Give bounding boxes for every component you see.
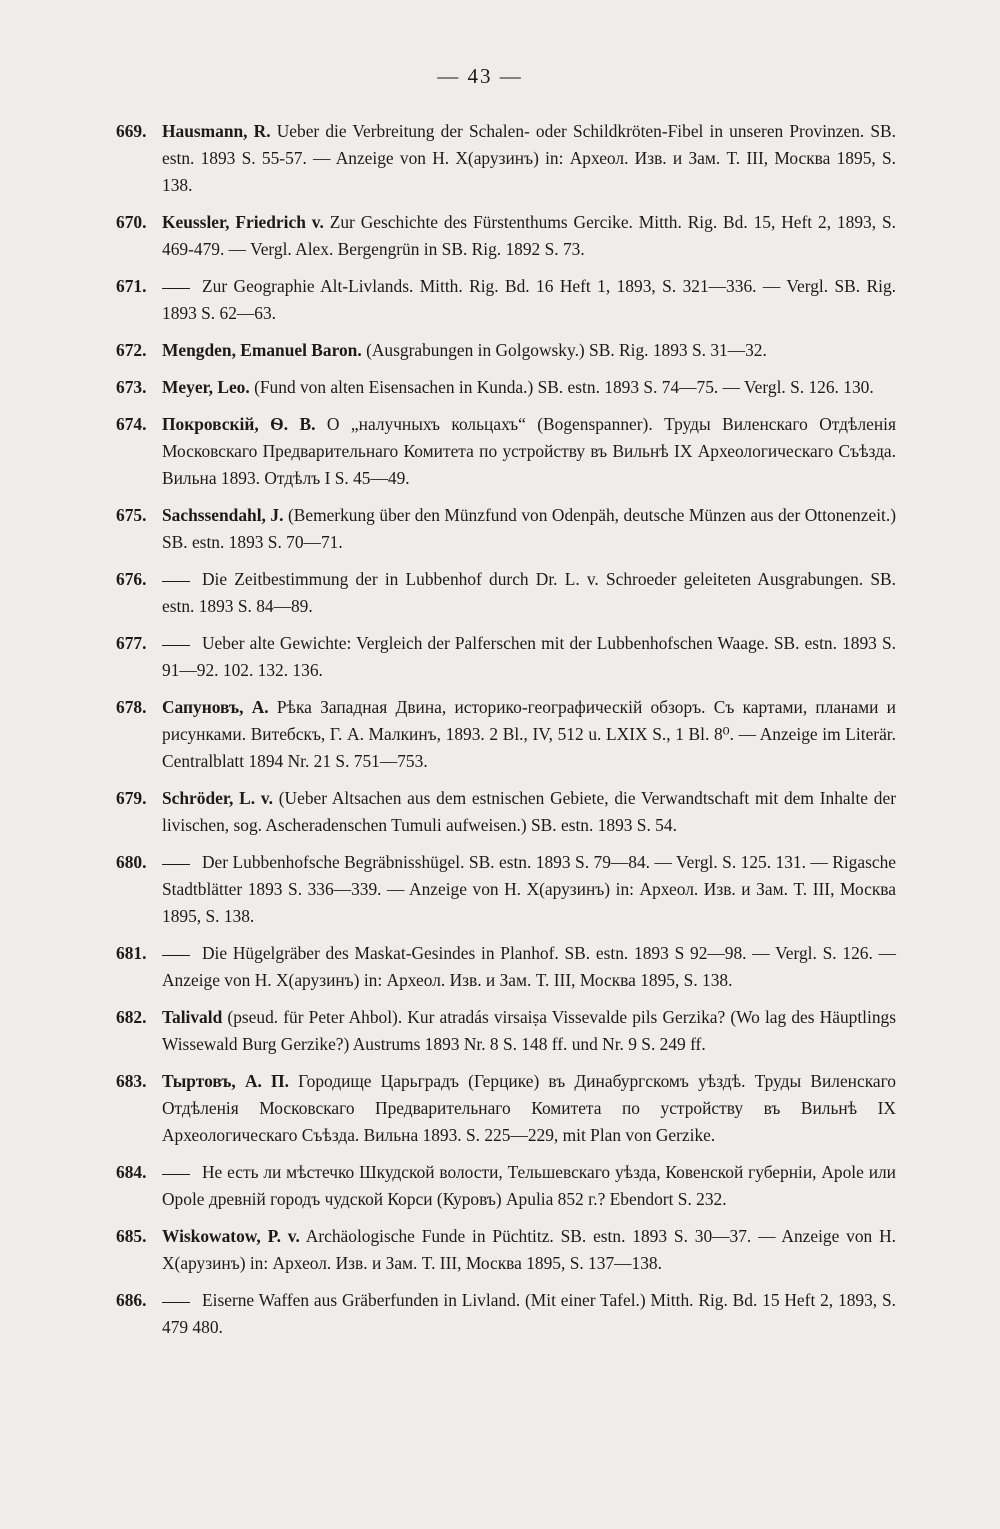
entry-number: 679. <box>116 788 147 808</box>
entry-number: 674. <box>116 414 147 434</box>
entry-author: Hausmann, R. <box>162 121 271 141</box>
entry-number: 683. <box>116 1071 147 1091</box>
bibliography-entry <box>116 849 896 930</box>
bibliography-entry <box>116 1068 896 1149</box>
bibliography-entry <box>116 337 896 364</box>
bibliography-entry <box>116 566 896 620</box>
entry-author: Сапуновъ, А. <box>162 697 269 717</box>
bibliography-entry <box>116 118 896 199</box>
bibliography-entry <box>116 785 896 839</box>
bibliography-entry <box>116 209 896 263</box>
entry-text: Zur Geschichte des Fürstenthums Gercike. Mitth. Rig. Bd. 15, Heft 2, 1893, S. 469-479. — Vergl. Alex. Bergengrün in SB. Rig. 1892 S. 73. <box>162 212 896 259</box>
entry-number: 684. <box>116 1162 147 1182</box>
entry-author: Wiskowatow, P. v. <box>162 1226 300 1246</box>
ditto-dash <box>162 955 190 956</box>
entry-text: Die Hügelgräber des Maskat-Gesindes in Planhof. SB. estn. 1893 S 92—98. — Vergl. S. 126. — Anzeige von H. X(арузинъ) in: Археол. Изв. и Зам. T. III, Москва 1895, S. 138. <box>162 943 896 990</box>
entry-text: (Fund von alten Eisensachen in Kunda.) SB. estn. 1893 S. 74—75. — Vergl. S. 126. 130. <box>254 377 874 397</box>
bibliography-entry <box>116 1223 896 1277</box>
entry-number: 672. <box>116 340 147 360</box>
entry-number: 680. <box>116 852 147 872</box>
entry-author: Meyer, Leo. <box>162 377 250 397</box>
bibliography-entry <box>116 374 896 401</box>
entry-author: Keussler, Friedrich v. <box>162 212 324 232</box>
entry-text: Рѣка Западная Двина, историко-географическій обзоръ. Съ картами, планами и рисунками. Витебскъ, Г. А. Малкинъ, 1893. 2 Bl., IV, 512 u. LXIX S., 1 Bl. 8⁰. — Anzeige im Literär. Centralblatt 1894 Nr. 21 S. 751—753. <box>162 697 896 771</box>
entry-number: 682. <box>116 1007 147 1027</box>
entry-number: 675. <box>116 505 147 525</box>
entry-author: Talivald <box>162 1007 223 1027</box>
bibliography-entry <box>116 940 896 994</box>
page-number: — 43 — <box>437 64 523 88</box>
bibliography-entry <box>116 630 896 684</box>
entry-text: (Ausgrabungen in Golgowsky.) SB. Rig. 1893 S. 31—32. <box>366 340 767 360</box>
entry-author: Mengden, Emanuel Baron. <box>162 340 362 360</box>
ditto-dash <box>162 864 190 865</box>
entry-number: 670. <box>116 212 147 232</box>
entry-author: Sachssendahl, J. <box>162 505 284 525</box>
ditto-dash <box>162 288 190 289</box>
entry-text: Archäologische Funde in Püchtitz. SB. estn. 1893 S. 30—37. — Anzeige von H. X(арузинъ) in: Археол. Изв. и Зам. T. III, Москва 1895, S. 137—138. <box>162 1226 897 1273</box>
entry-text: Der Lubbenhofsche Begräbnisshügel. SB. estn. 1893 S. 79—84. — Vergl. S. 125. 131. — Rigasche Stadtblätter 1893 S. 336—339. — Anzeige von H. X(арузинъ) in: Археол. Изв. и Зам. T. III, Москва 1895, S. 138. <box>162 852 896 926</box>
entry-number: 669. <box>116 121 147 141</box>
entry-author: Schröder, L. v. <box>162 788 273 808</box>
bibliography-entry <box>116 273 896 327</box>
entry-text: Zur Geographie Alt-Livlands. Mitth. Rig. Bd. 16 Heft 1, 1893, S. 321—336. — Vergl. SB. Rig. 1893 S. 62—63. <box>162 276 896 323</box>
entry-number: 676. <box>116 569 147 589</box>
ditto-dash <box>162 645 190 646</box>
entry-number: 685. <box>116 1226 147 1246</box>
bibliography-entry <box>116 1159 896 1213</box>
entry-text: Ueber die Verbreitung der Schalen- oder Schildkröten-Fibel in unseren Provinzen. SB. estn. 1893 S. 55-57. — Anzeige von H. X(арузинъ) in: Археол. Изв. и Зам. T. III, Москва 1895, S. 138. <box>162 121 896 195</box>
bibliography-entry <box>116 1004 896 1058</box>
entry-number: 681. <box>116 943 147 963</box>
ditto-dash <box>162 1302 190 1303</box>
entry-text: (Bemerkung über den Münzfund von Odenpäh, deutsche Münzen aus der Ottonenzeit.) SB. estn. 1893 S. 70—71. <box>162 505 896 552</box>
entry-author: Покровскій, Ѳ. В. <box>162 414 316 434</box>
entry-number: 678. <box>116 697 147 717</box>
bibliography-entry <box>116 411 896 492</box>
entry-text: (Ueber Altsachen aus dem estnischen Gebiete, die Verwandtschaft mit dem Inhalte der livischen, sog. Ascheradenschen Tumuli aufweisen.) SB. estn. 1893 S. 54. <box>162 788 896 835</box>
ditto-dash <box>162 1174 190 1175</box>
entry-number: 686. <box>116 1290 147 1310</box>
entry-text: Die Zeitbestimmung der in Lubbenhof durch Dr. L. v. Schroeder geleiteten Ausgrabungen. SB. estn. 1893 S. 84—89. <box>162 569 896 616</box>
ditto-dash <box>162 581 190 582</box>
entry-number: 677. <box>116 633 147 653</box>
bibliography-entry <box>116 694 896 775</box>
bibliography-entry <box>116 1287 896 1341</box>
bibliography-entry <box>116 502 896 556</box>
entry-text: Не есть ли мѣстечко Шкудской волости, Тельшевскаго уѣзда, Ковенской губерніи, Apole или Opole древній городъ чудской Корси (Куровъ) Apulia 852 г.? Ebendort S. 232. <box>162 1162 896 1209</box>
entry-author: Тыртовъ, А. П. <box>162 1071 289 1091</box>
entry-number: 673. <box>116 377 147 397</box>
entry-text: Городище Царьградъ (Герцике) въ Динабургскомъ уѣздѣ. Труды Виленскаго Отдѣленія Московскаго Предварительнаго Комитета по устройству въ Вильнѣ IX Археологическаго Съѣзда. Вильна 1893. S. 225—229, mit Plan von Gerzike. <box>162 1071 896 1145</box>
entry-text: Ueber alte Gewichte: Vergleich der Palferschen mit der Lubbenhofschen Waage. SB. estn. 1893 S. 91—92. 102. 132. 136. <box>162 633 896 680</box>
bibliography-list <box>116 118 896 1351</box>
entry-number: 671. <box>116 276 147 296</box>
entry-text: Eiserne Waffen aus Gräberfunden in Livland. (Mit einer Tafel.) Mitth. Rig. Bd. 15 Heft 2, 1893, S. 479 480. <box>162 1290 896 1337</box>
entry-text: (pseud. für Peter Ahbol). Kur atradás virsaiṣa Vissevalde pils Gerzika? (Wo lag des Häuptlings Wissewald Burg Gerzike?) Austrums 1893 Nr. 8 S. 148 ff. und Nr. 9 S. 249 ff. <box>162 1007 896 1054</box>
entry-text: О „налучныхъ кольцахъ“ (Bogenspanner). Труды Виленскаго Отдѣленія Московскаго Предварительнаго Комитета по устройству въ Вильнѣ IX Археологическаго Съѣзда. Вильна 1893. Отдѣлъ I S. 45—49. <box>162 414 896 488</box>
